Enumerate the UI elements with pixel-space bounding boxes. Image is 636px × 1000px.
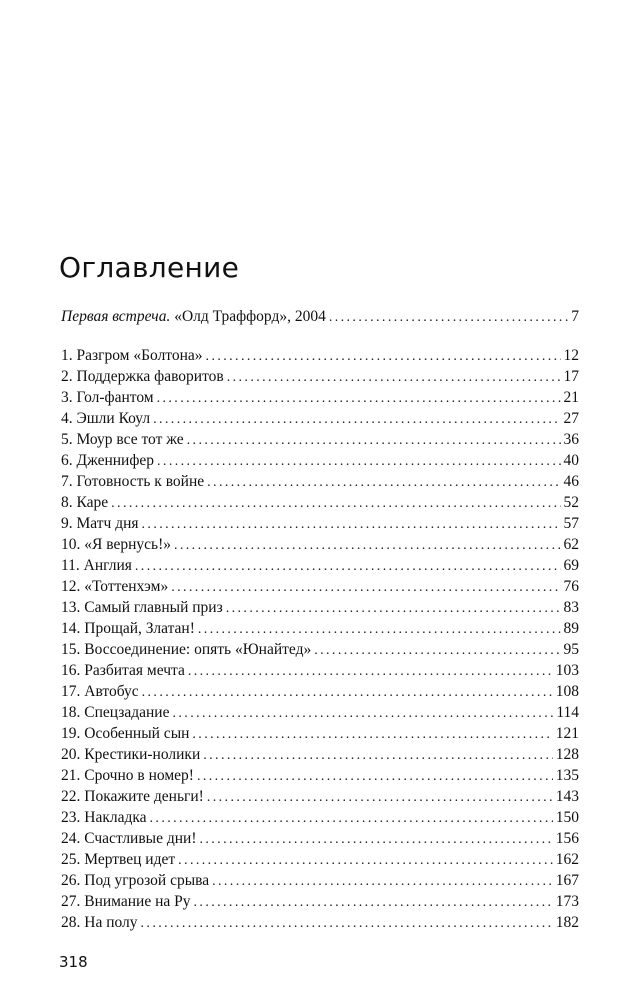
toc-entry[interactable] (61, 891, 579, 912)
dot-leader (157, 388, 561, 408)
toc-entry-label: 15. Воссоединение: опять «Юнайтед» (61, 641, 312, 658)
toc-entry-page: 40 (563, 452, 579, 469)
toc-entry-label: 1. Разгром «Болтона» (61, 347, 203, 364)
toc-entry-label: 3. Гол-фантом (61, 389, 154, 406)
toc-entry[interactable] (61, 765, 579, 786)
dot-leader (150, 808, 553, 828)
toc-entry-label: 4. Эшли Коул (61, 410, 151, 427)
toc-entry[interactable] (61, 576, 579, 597)
toc-intro-label (61, 306, 326, 327)
toc-entry-label: 12. «Тоттенхэм» (61, 578, 169, 595)
toc-entry[interactable] (61, 702, 579, 723)
toc-entry-page: 76 (563, 578, 579, 595)
dot-leader (142, 514, 561, 534)
toc-entry-label: 26. Под угрозой срыва (61, 872, 210, 889)
toc-entry-label: 22. Покажите деньги! (61, 788, 204, 805)
toc-entry[interactable] (61, 555, 579, 576)
dot-leader (192, 724, 552, 744)
dot-leader (207, 787, 553, 807)
dot-leader (199, 829, 552, 849)
toc-entry-page: 46 (563, 473, 579, 490)
toc-entry[interactable] (61, 870, 579, 891)
toc-entry[interactable] (61, 345, 579, 366)
toc-entry-label: 21. Срочно в номер! (61, 767, 194, 784)
toc-entry-label: 17. Автобус (61, 683, 139, 700)
toc-entry-label: 19. Особенный сын (61, 725, 190, 742)
toc-entry-page: 135 (555, 767, 579, 784)
dot-leader (314, 640, 560, 660)
toc-entry-page: 121 (555, 725, 579, 742)
toc-entry-page: 162 (555, 851, 579, 868)
toc-entry-page: 167 (555, 872, 579, 889)
toc-entry[interactable] (61, 450, 579, 471)
dot-leader (226, 598, 561, 618)
toc-entry-page: 17 (563, 368, 579, 385)
dot-leader (174, 535, 561, 555)
toc-entry-page: 89 (563, 620, 579, 637)
toc-entry-label: 27. Внимание на Ру (61, 893, 191, 910)
toc-entry-label: 11. Англия (61, 557, 132, 574)
toc-entry-label: 20. Крестики-нолики (61, 746, 201, 763)
dot-leader (198, 619, 561, 639)
toc-entry-label: 10. «Я вернусь!» (61, 536, 171, 553)
toc-entry-label: 24. Счастливые дни! (61, 830, 197, 847)
page-number: 318 (59, 953, 88, 971)
toc-entry[interactable] (61, 471, 579, 492)
toc-entry-page: 143 (555, 788, 579, 805)
dot-leader (194, 892, 553, 912)
dot-leader (141, 913, 553, 933)
dot-leader (173, 703, 554, 723)
toc-entry[interactable] (61, 387, 579, 408)
toc-heading: Оглавление (59, 251, 240, 284)
dot-leader (212, 871, 553, 891)
toc-entry-label: 28. На полу (61, 914, 138, 931)
dot-leader (171, 577, 560, 597)
toc-intro-entry[interactable] (61, 306, 579, 327)
toc-entry[interactable] (61, 408, 579, 429)
dot-leader (203, 745, 553, 765)
dot-leader (197, 766, 553, 786)
toc-entry-label: 9. Матч дня (61, 515, 139, 532)
toc-entry[interactable] (61, 429, 579, 450)
dot-leader (227, 367, 561, 387)
dot-leader (135, 556, 561, 576)
toc-entry[interactable] (61, 681, 579, 702)
toc-entry[interactable] (61, 660, 579, 681)
dot-leader (153, 409, 560, 429)
toc-entry-page: 182 (555, 914, 579, 931)
toc-entry[interactable] (61, 618, 579, 639)
dot-leader (329, 307, 568, 327)
toc-entry[interactable] (61, 639, 579, 660)
dot-leader (157, 451, 560, 471)
toc-entry-label: 23. Накладка (61, 809, 147, 826)
toc-entry-page: 150 (555, 809, 579, 826)
toc-entry-page: 83 (563, 599, 579, 616)
toc-entry[interactable] (61, 744, 579, 765)
toc-entry-label: 8. Каре (61, 494, 109, 511)
toc-entry-label: 14. Прощай, Златан! (61, 620, 195, 637)
dot-leader (187, 430, 561, 450)
toc-entry[interactable] (61, 723, 579, 744)
toc-entry[interactable] (61, 597, 579, 618)
toc-entry-label: 18. Спецзадание (61, 704, 170, 721)
toc-entry-label: 13. Самый главный приз (61, 599, 223, 616)
dot-leader (188, 661, 553, 681)
toc-entry-page: 27 (563, 410, 579, 427)
toc-entry-page: 173 (555, 893, 579, 910)
toc-entry[interactable] (61, 492, 579, 513)
dot-leader (178, 850, 553, 870)
toc-intro-italic: Первая встреча. (61, 308, 171, 325)
toc-intro-page: 7 (571, 308, 579, 325)
dot-leader (207, 472, 560, 492)
toc-entry-page: 156 (555, 830, 579, 847)
toc-entry-label: 2. Поддержка фаворитов (61, 368, 224, 385)
toc-entry-page: 21 (563, 389, 579, 406)
toc-entry-page: 69 (563, 557, 579, 574)
toc-entry-page: 114 (556, 704, 579, 721)
toc-entry[interactable] (61, 912, 579, 933)
toc-entry[interactable] (61, 786, 579, 807)
dot-leader (206, 346, 561, 366)
toc-entry[interactable] (61, 534, 579, 555)
dot-leader (111, 493, 560, 513)
toc-entry-label: 25. Мертвец идет (61, 851, 176, 868)
toc-entry[interactable] (61, 513, 579, 534)
dot-leader (142, 682, 553, 702)
toc-entry[interactable] (61, 828, 579, 849)
toc-entry-page: 12 (563, 347, 579, 364)
toc-entry[interactable] (61, 807, 579, 828)
toc-entry-label: 7. Готовность к войне (61, 473, 205, 490)
toc-entry-page: 36 (563, 431, 579, 448)
toc-entry-page: 52 (563, 494, 579, 511)
toc-entry-label: 5. Моур все тот же (61, 431, 184, 448)
toc-entry-page: 57 (563, 515, 579, 532)
toc-intro-rest: «Олд Траффорд», 2004 (174, 308, 326, 325)
toc-entry[interactable] (61, 366, 579, 387)
toc-entry-page: 62 (563, 536, 579, 553)
toc-entry-label: 16. Разбитая мечта (61, 662, 185, 679)
toc-entry-page: 95 (563, 641, 579, 658)
toc-entry-page: 108 (555, 683, 579, 700)
toc-entry-page: 103 (555, 662, 579, 679)
toc-entry-label: 6. Дженнифер (61, 452, 155, 469)
toc-entry[interactable] (61, 849, 579, 870)
toc-entry-page: 128 (555, 746, 579, 763)
